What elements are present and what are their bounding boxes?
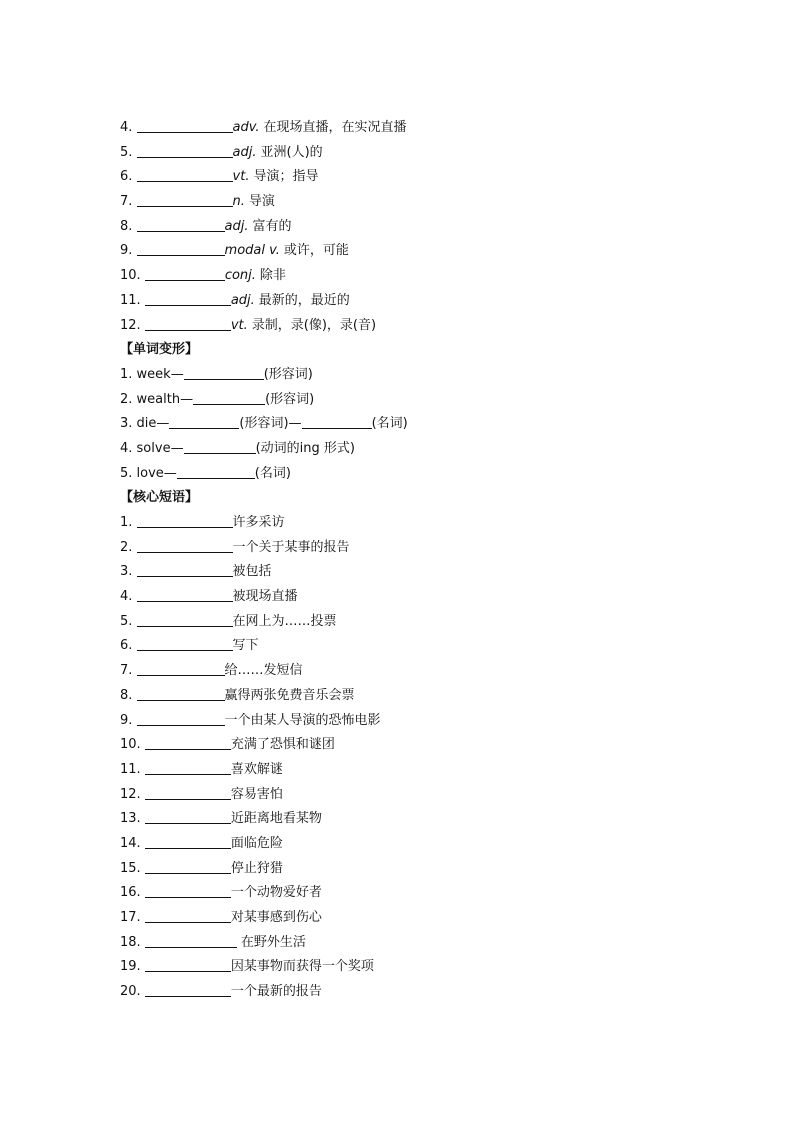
answer-blank[interactable] [145, 785, 231, 800]
answer-blank[interactable] [137, 192, 233, 207]
phrase-item: 16. 一个动物爱好者 [120, 885, 322, 901]
vocab-item: 11. adj. 最新的，最近的 [120, 292, 350, 308]
phrase-item: 5. 在网上为……投票 [120, 613, 337, 629]
phrase-item: 1. 许多采访 [120, 515, 285, 530]
vocab-item: 6. vt. 导演；指导 [120, 169, 319, 185]
answer-blank[interactable] [145, 883, 231, 898]
answer-blank[interactable] [145, 316, 231, 331]
answer-blank[interactable] [137, 587, 233, 602]
answer-blank[interactable] [137, 661, 225, 676]
phrase-item: 14. 面临危险 [120, 835, 283, 851]
section-heading-phrases: 【核心短语】 [120, 490, 199, 506]
vocab-item: 4. adv. 在现场直播，在实况直播 [120, 120, 407, 135]
vocab-item: 5. adj. 亚洲(人)的 [120, 144, 323, 160]
vocab-item: 12. vt. 录制，录(像)，录(音) [120, 317, 377, 333]
answer-blank[interactable] [145, 291, 231, 306]
answer-blank[interactable] [145, 809, 231, 824]
phrase-item: 9. 一个由某人导演的恐怖电影 [120, 712, 381, 728]
section-heading-word-forms: 【单词变形】 [120, 342, 199, 358]
word-form-item: 5. love— (名词) [120, 465, 291, 481]
word-form-item: 3. die— (形容词)— (名词) [120, 416, 408, 432]
phrase-item: 12. 容易害怕 [120, 786, 283, 802]
worksheet [120, 116, 760, 1005]
phrase-item: 10. 充满了恐惧和谜团 [120, 737, 335, 753]
phrase-item: 18. 在野外生活 [120, 934, 306, 950]
answer-blank[interactable] [137, 711, 225, 726]
phrase-item: 8. 赢得两张免费音乐会票 [120, 687, 355, 703]
phrase-item: 4. 被现场直播 [120, 589, 298, 605]
answer-blank[interactable] [137, 167, 233, 182]
phrase-item: 2. 一个关于某事的报告 [120, 539, 350, 555]
vocab-item: 9. modal v. 或许，可能 [120, 243, 349, 259]
answer-blank[interactable] [145, 760, 231, 775]
phrase-item: 11. 喜欢解谜 [120, 761, 283, 777]
answer-blank[interactable] [145, 266, 225, 281]
answer-blank[interactable] [137, 118, 233, 133]
phrase-item: 6. 写下 [120, 638, 259, 654]
phrase-item: 17. 对某事感到伤心 [120, 910, 322, 925]
word-form-item: 1. week— (形容词) [120, 366, 313, 382]
vocab-item: 7. n. 导演 [120, 194, 275, 210]
answer-blank[interactable] [137, 241, 225, 256]
answer-blank[interactable] [145, 908, 231, 923]
answer-blank[interactable] [184, 439, 256, 454]
answer-blank[interactable] [145, 957, 231, 972]
answer-blank[interactable] [145, 834, 231, 849]
answer-blank[interactable] [137, 513, 233, 528]
answer-blank[interactable] [137, 562, 233, 577]
phrase-item: 3. 被包括 [120, 564, 272, 580]
answer-blank[interactable] [137, 636, 233, 651]
answer-blank[interactable] [302, 414, 372, 429]
phrase-item: 15. 停止狩猎 [120, 860, 283, 876]
word-form-item: 4. solve— (动词的ing 形式) [120, 440, 355, 456]
answer-blank[interactable] [184, 365, 264, 380]
answer-blank[interactable] [169, 414, 239, 429]
phrase-item: 19. 因某事物而获得一个奖项 [120, 959, 374, 975]
phrase-item: 20. 一个最新的报告 [120, 984, 322, 1000]
vocab-item: 8. adj. 富有的 [120, 218, 292, 234]
answer-blank[interactable] [145, 735, 231, 750]
answer-blank[interactable] [137, 686, 225, 701]
answer-blank[interactable] [137, 612, 233, 627]
answer-blank[interactable] [145, 933, 237, 948]
answer-blank[interactable] [145, 859, 231, 874]
answer-blank[interactable] [137, 143, 233, 158]
answer-blank[interactable] [177, 464, 255, 479]
phrase-item: 7. 给……发短信 [120, 663, 303, 679]
answer-blank[interactable] [137, 217, 225, 232]
answer-blank[interactable] [193, 390, 265, 405]
vocab-item: 10. conj. 除非 [120, 268, 286, 284]
phrase-item: 13. 近距离地看某物 [120, 811, 322, 827]
answer-blank[interactable] [145, 982, 231, 997]
answer-blank[interactable] [137, 538, 233, 553]
word-form-item: 2. wealth— (形容词) [120, 391, 315, 407]
